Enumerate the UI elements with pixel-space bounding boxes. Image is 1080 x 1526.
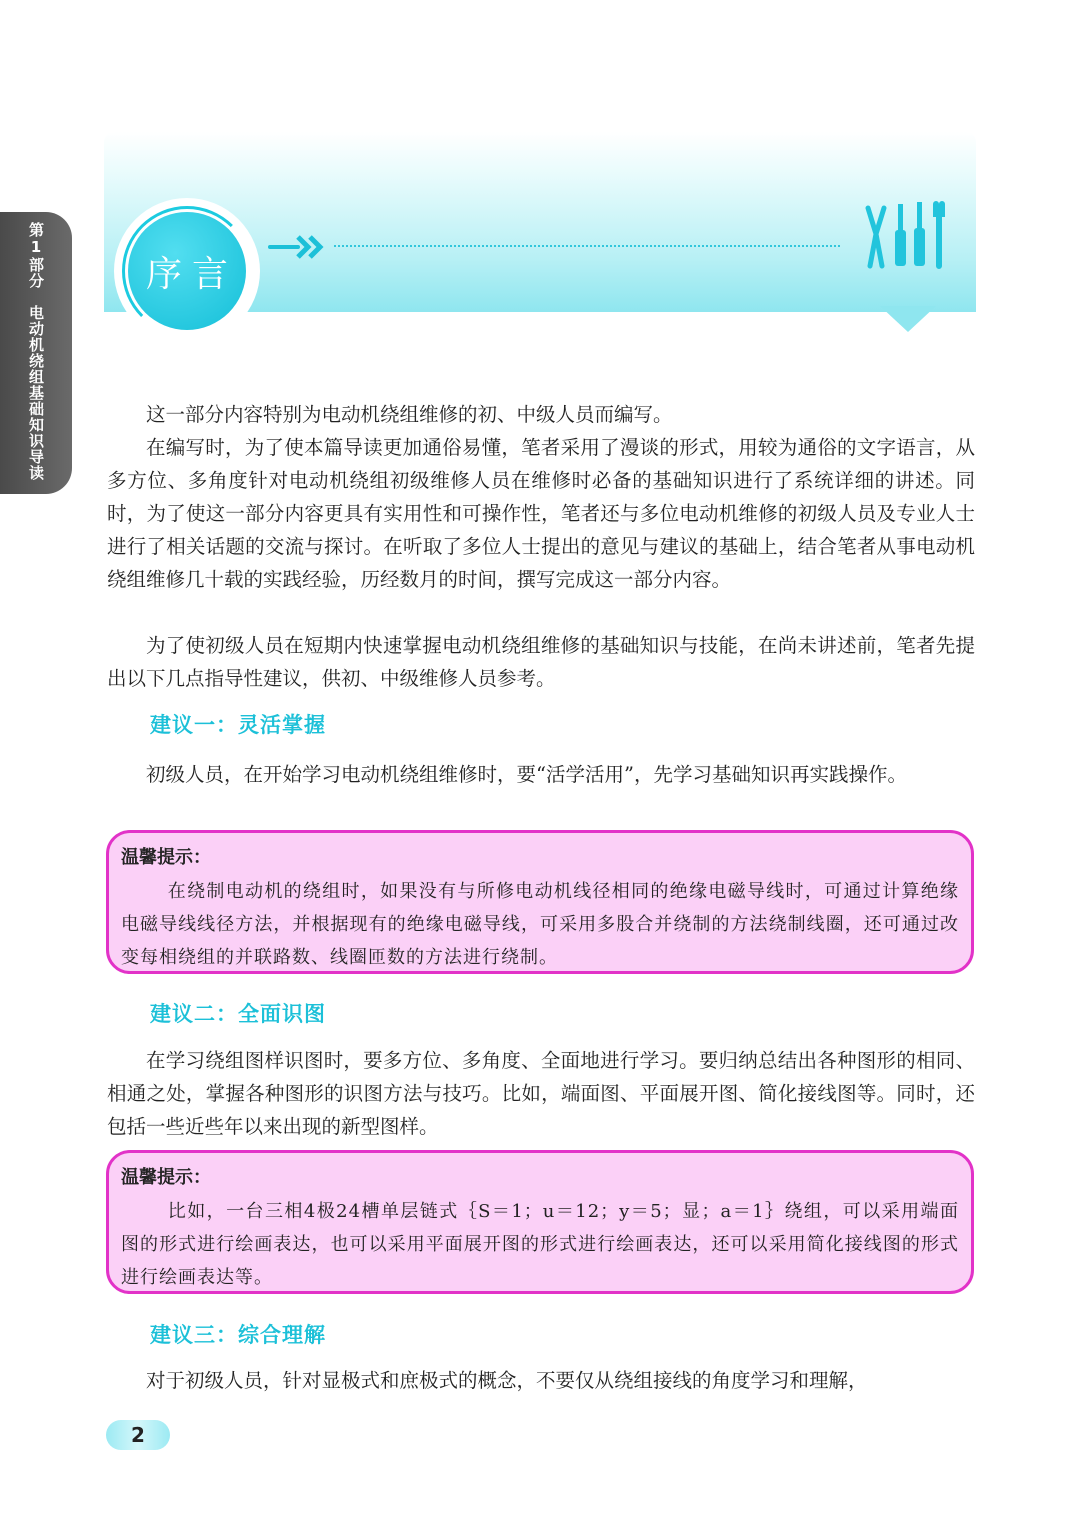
section-heading-2: 建议二：全面识图 xyxy=(150,1002,326,1026)
body-paragraph: 初级人员，在开始学习电动机绕组维修时，要“活学活用”，先学习基础知识再实践操作。 xyxy=(146,763,907,786)
title-circle xyxy=(128,212,246,330)
body-paragraph: 在学习绕组图样识图时，要多方位、多角度、全面地进行学习。要归纳总结出各种图形的相同、相通之处，掌握各种图形的识图方法与技巧。比如，端面图、平面展开图、简化接线图等。同时，还包括一些近些年以来出现的新型图样。 xyxy=(107,1049,975,1138)
body-paragraph: 为了使初级人员在短期内快速掌握电动机绕组维修的基础知识与技能，在尚未讲述前，笔者先提出以下几点指导性建议，供初、中级维修人员参考。 xyxy=(107,634,975,690)
chapter-side-tab xyxy=(0,212,72,494)
section-heading-1: 建议一：灵活掌握 xyxy=(150,713,326,737)
double-chevron-arrow-icon xyxy=(268,232,330,262)
repair-tools-icon xyxy=(858,200,954,270)
chapter-side-tab-label: 第1部分 电动机绕组基础知识导读 xyxy=(27,222,45,481)
banner-pointer xyxy=(880,306,936,332)
body-paragraph: 对于初级人员，针对显极式和庶极式的概念，不要仅从绕组接线的角度学习和理解， xyxy=(146,1369,868,1392)
body-paragraph: 在编写时，为了使本篇导读更加通俗易懂，笔者采用了漫谈的形式，用较为通俗的文字语言，从多方位、多角度针对电动机绕组初级维修人员在维修时必备的基础知识进行了系统详细的讲述。同时，为了使这一部分内容更具有实用性和可操作性，笔者还与多位电动机维修的初级人员及专业人士进行了相关话题的交流与探讨。在听取了多位人士提出的意见与建议的基础上，结合笔者从事电动机绕组维修几十载的实践经验，历经数月的时间，撰写完成这一部分内容。 xyxy=(107,436,975,591)
page-title: 序言 xyxy=(145,253,238,295)
section-heading-3: 建议三：综合理解 xyxy=(150,1323,326,1347)
intro-paragraph: 这一部分内容特别为电动机绕组维修的初、中级人员而编写。 xyxy=(146,403,673,426)
banner-dotted-line xyxy=(334,245,840,247)
tip-title: 温馨提示： xyxy=(121,847,211,868)
page-number: 2 xyxy=(106,1420,170,1450)
tip-title: 温馨提示： xyxy=(121,1167,211,1188)
tip-box xyxy=(106,830,974,974)
tip-box xyxy=(106,1150,974,1294)
tip-text: 在绕制电动机的绕组时，如果没有与所修电动机线径相同的绝缘电磁导线时，可通过计算绝缘电磁导线线径方法，并根据现有的绝缘电磁导线，可采用多股合并绕制的方法绕制线圈，还可通过改变每相绕组的并联路数、线圈匝数的方法进行绕制。 xyxy=(121,881,959,968)
tip-text: 比如，一台三相4极24槽单层链式｛S＝1；u＝12；y＝5；显；a＝1｝绕组，可以采用端面图的形式进行绘画表达，也可以采用平面展开图的形式进行绘画表达，还可以采用简化接线图的形式进行绘画表达等。 xyxy=(121,1201,959,1288)
